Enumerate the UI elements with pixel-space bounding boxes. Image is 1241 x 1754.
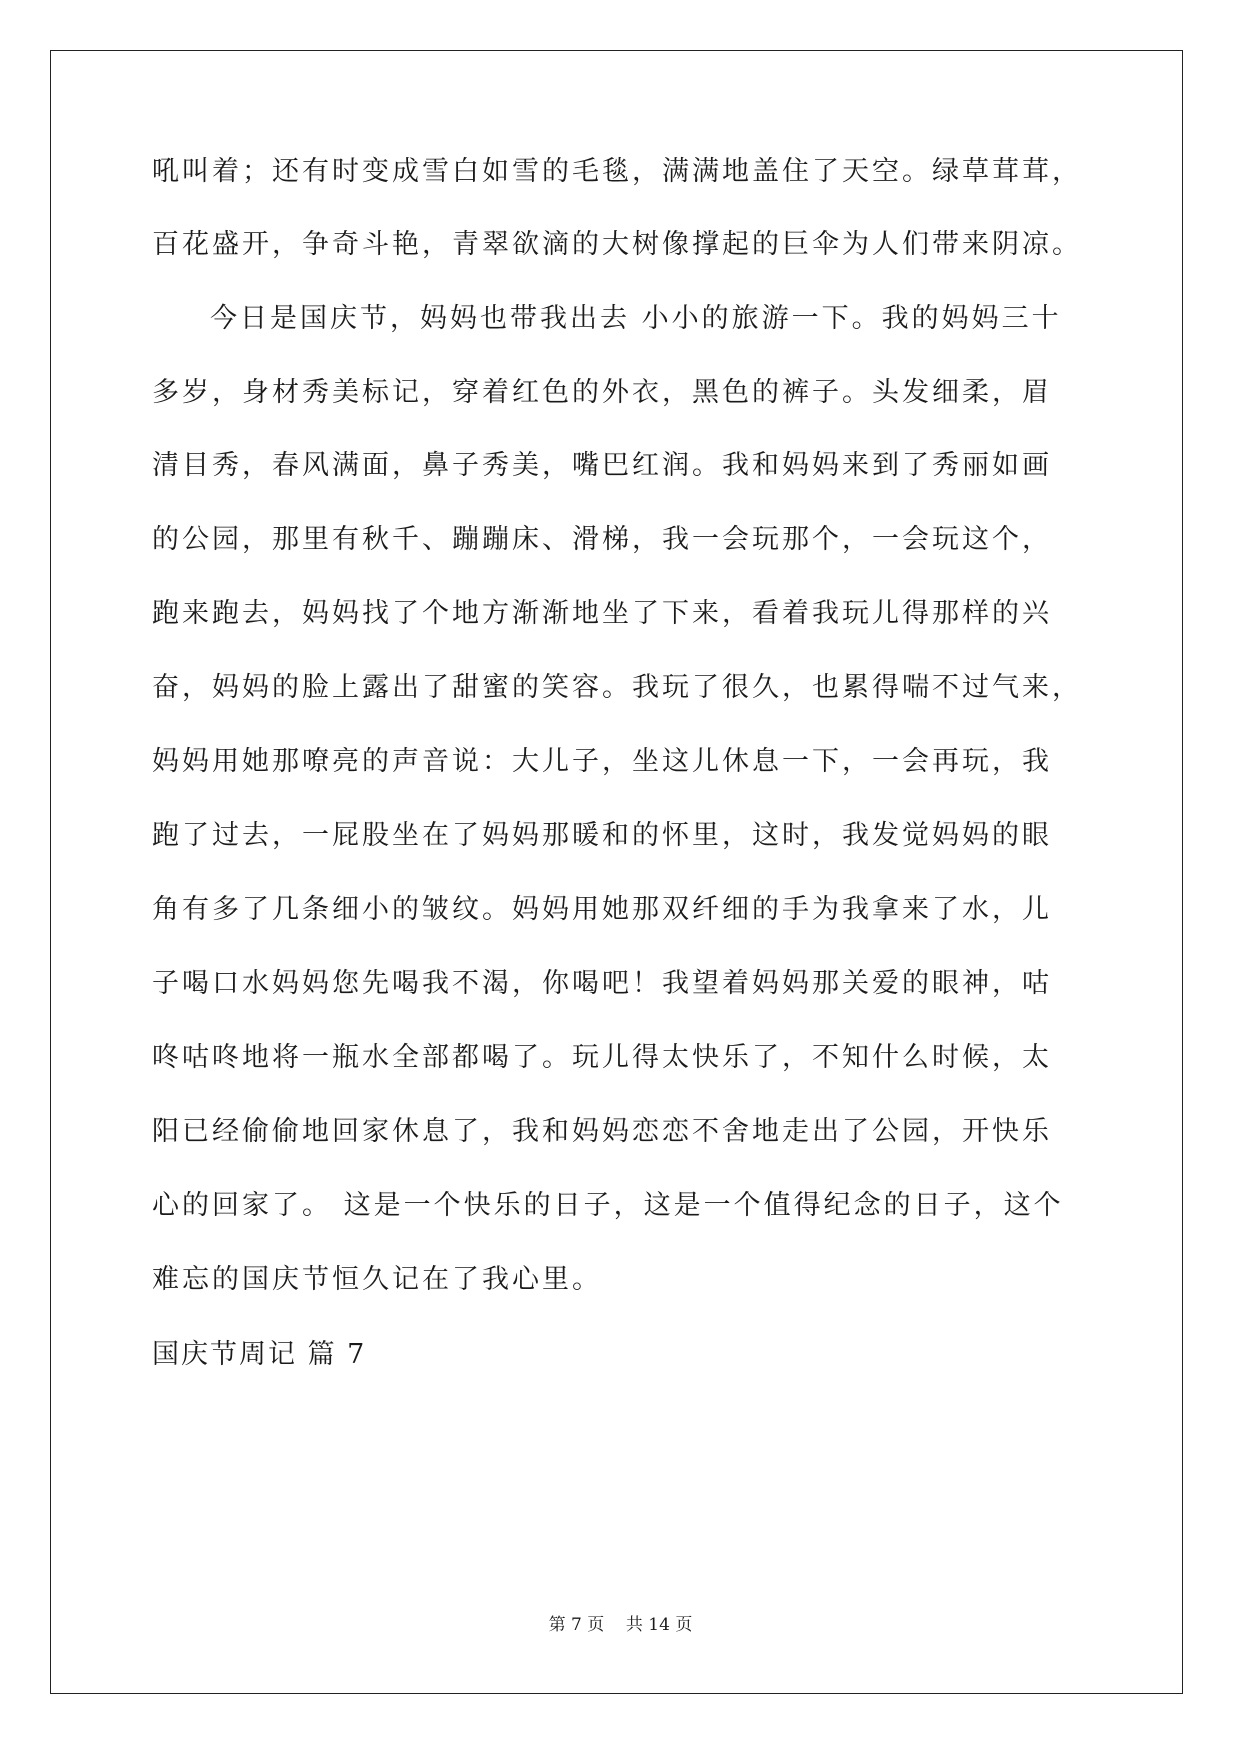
body-text-line: 角有多了几条细小的皱纹。妈妈用她那双纤细的手为我拿来了水，儿 [152,894,1052,925]
body-text-line: 咚咕咚地将一瓶水全部都喝了。玩儿得太快乐了，不知什么时候，太 [152,1042,1052,1073]
page-number-footer: 第 7 页 共 14 页 [548,1615,693,1635]
body-text-line: 心的回家了。 这是一个快乐的日子，这是一个值得纪念的日子，这个 [152,1190,1064,1221]
paragraph-start-line: 今日是国庆节，妈妈也带我出去 小小的旅游一下。我的妈妈三十 [210,303,1062,334]
body-text-line: 奋，妈妈的脸上露出了甜蜜的笑容。我玩了很久，也累得喘不过气来， [152,672,1082,703]
body-text-line: 跑来跑去，妈妈找了个地方渐渐地坐了下来，看着我玩儿得那样的兴 [152,598,1052,629]
body-text-line: 百花盛开，争奇斗艳，青翠欲滴的大树像撑起的巨伞为人们带来阴凉。 [152,229,1082,260]
page-border [50,50,1183,1694]
body-text-line: 多岁，身材秀美标记，穿着红色的外衣，黑色的裤子。头发细柔，眉 [152,377,1052,408]
body-text-line: 的公园，那里有秋千、蹦蹦床、滑梯，我一会玩那个，一会玩这个， [152,524,1052,555]
body-text-line: 子喝口水妈妈您先喝我不渴，你喝吧！我望着妈妈那关爱的眼神，咕 [152,968,1052,999]
body-text-line: 难忘的国庆节恒久记在了我心里。 [152,1264,602,1295]
body-text-line: 吼叫着；还有时变成雪白如雪的毛毯，满满地盖住了天空。绿草茸茸， [152,156,1082,187]
body-text-line: 跑了过去，一屁股坐在了妈妈那暖和的怀里，这时，我发觉妈妈的眼 [152,820,1052,851]
body-text-line: 妈妈用她那嘹亮的声音说：大儿子，坐这儿休息一下，一会再玩，我 [152,746,1052,777]
body-text-line: 清目秀，春风满面，鼻子秀美，嘴巴红润。我和妈妈来到了秀丽如画 [152,450,1052,481]
body-text-line: 阳已经偷偷地回家休息了，我和妈妈恋恋不舍地走出了公园，开快乐 [152,1116,1052,1147]
section-heading: 国庆节周记 篇 7 [152,1339,367,1370]
